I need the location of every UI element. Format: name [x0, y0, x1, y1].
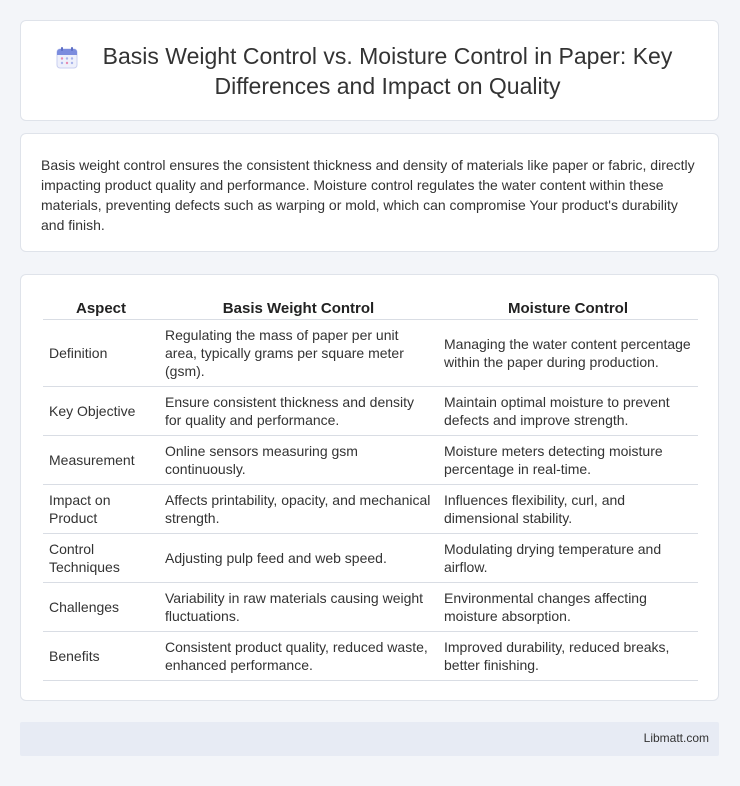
row-basis-weight: Regulating the mass of paper per unit area, typically grams per square meter (gsm). [159, 320, 438, 387]
row-moisture: Environmental changes affecting moisture absorption. [438, 583, 698, 632]
row-basis-weight: Affects printability, opacity, and mechanical strength. [159, 485, 438, 534]
comparison-table [43, 297, 698, 681]
row-moisture: Improved durability, reduced breaks, better finishing. [438, 632, 698, 681]
header-basis-weight: Basis Weight Control [159, 297, 438, 320]
row-moisture: Managing the water content percentage within the paper during production. [438, 320, 698, 387]
row-aspect: Challenges [43, 583, 159, 632]
header-card [20, 20, 719, 121]
footer-bar [20, 722, 719, 756]
table-row [43, 387, 698, 436]
row-moisture: Moisture meters detecting moisture percentage in real-time. [438, 436, 698, 485]
row-basis-weight: Online sensors measuring gsm continuously. [159, 436, 438, 485]
row-moisture: Modulating drying temperature and airflow. [438, 534, 698, 583]
table-row [43, 485, 698, 534]
row-basis-weight: Adjusting pulp feed and web speed. [159, 534, 438, 583]
table-row [43, 436, 698, 485]
row-basis-weight: Variability in raw materials causing weight fluctuations. [159, 583, 438, 632]
row-aspect: Key Objective [43, 387, 159, 436]
row-aspect: Measurement [43, 436, 159, 485]
row-basis-weight: Ensure consistent thickness and density for quality and performance. [159, 387, 438, 436]
row-moisture: Maintain optimal moisture to prevent defects and improve strength. [438, 387, 698, 436]
table-row [43, 534, 698, 583]
row-basis-weight: Consistent product quality, reduced waste, enhanced performance. [159, 632, 438, 681]
intro-paragraph: Basis weight control ensures the consistent thickness and density of materials like paper or fabric, directly impacting product quality and performance. Moisture control regulates the water content within these materials, preventing defects such as warping or mold, which can compromise Your product's durability and finish. [41, 157, 695, 233]
row-aspect: Control Techniques [43, 534, 159, 583]
table-row [43, 583, 698, 632]
table-header-row [43, 297, 698, 320]
header-moisture: Moisture Control [438, 297, 698, 320]
row-aspect: Benefits [43, 632, 159, 681]
table-row [43, 632, 698, 681]
row-aspect: Impact on Product [43, 485, 159, 534]
table-row [43, 320, 698, 387]
header-aspect: Aspect [43, 297, 159, 320]
row-moisture: Influences flexibility, curl, and dimensional stability. [438, 485, 698, 534]
page-title: Basis Weight Control vs. Moisture Control in Paper: Key Differences and Impact on Quality [102, 42, 673, 99]
comparison-card [20, 274, 719, 701]
footer-site-link[interactable]: Libmatt.com [643, 731, 709, 745]
row-aspect: Definition [43, 320, 159, 387]
intro-card [20, 133, 719, 252]
